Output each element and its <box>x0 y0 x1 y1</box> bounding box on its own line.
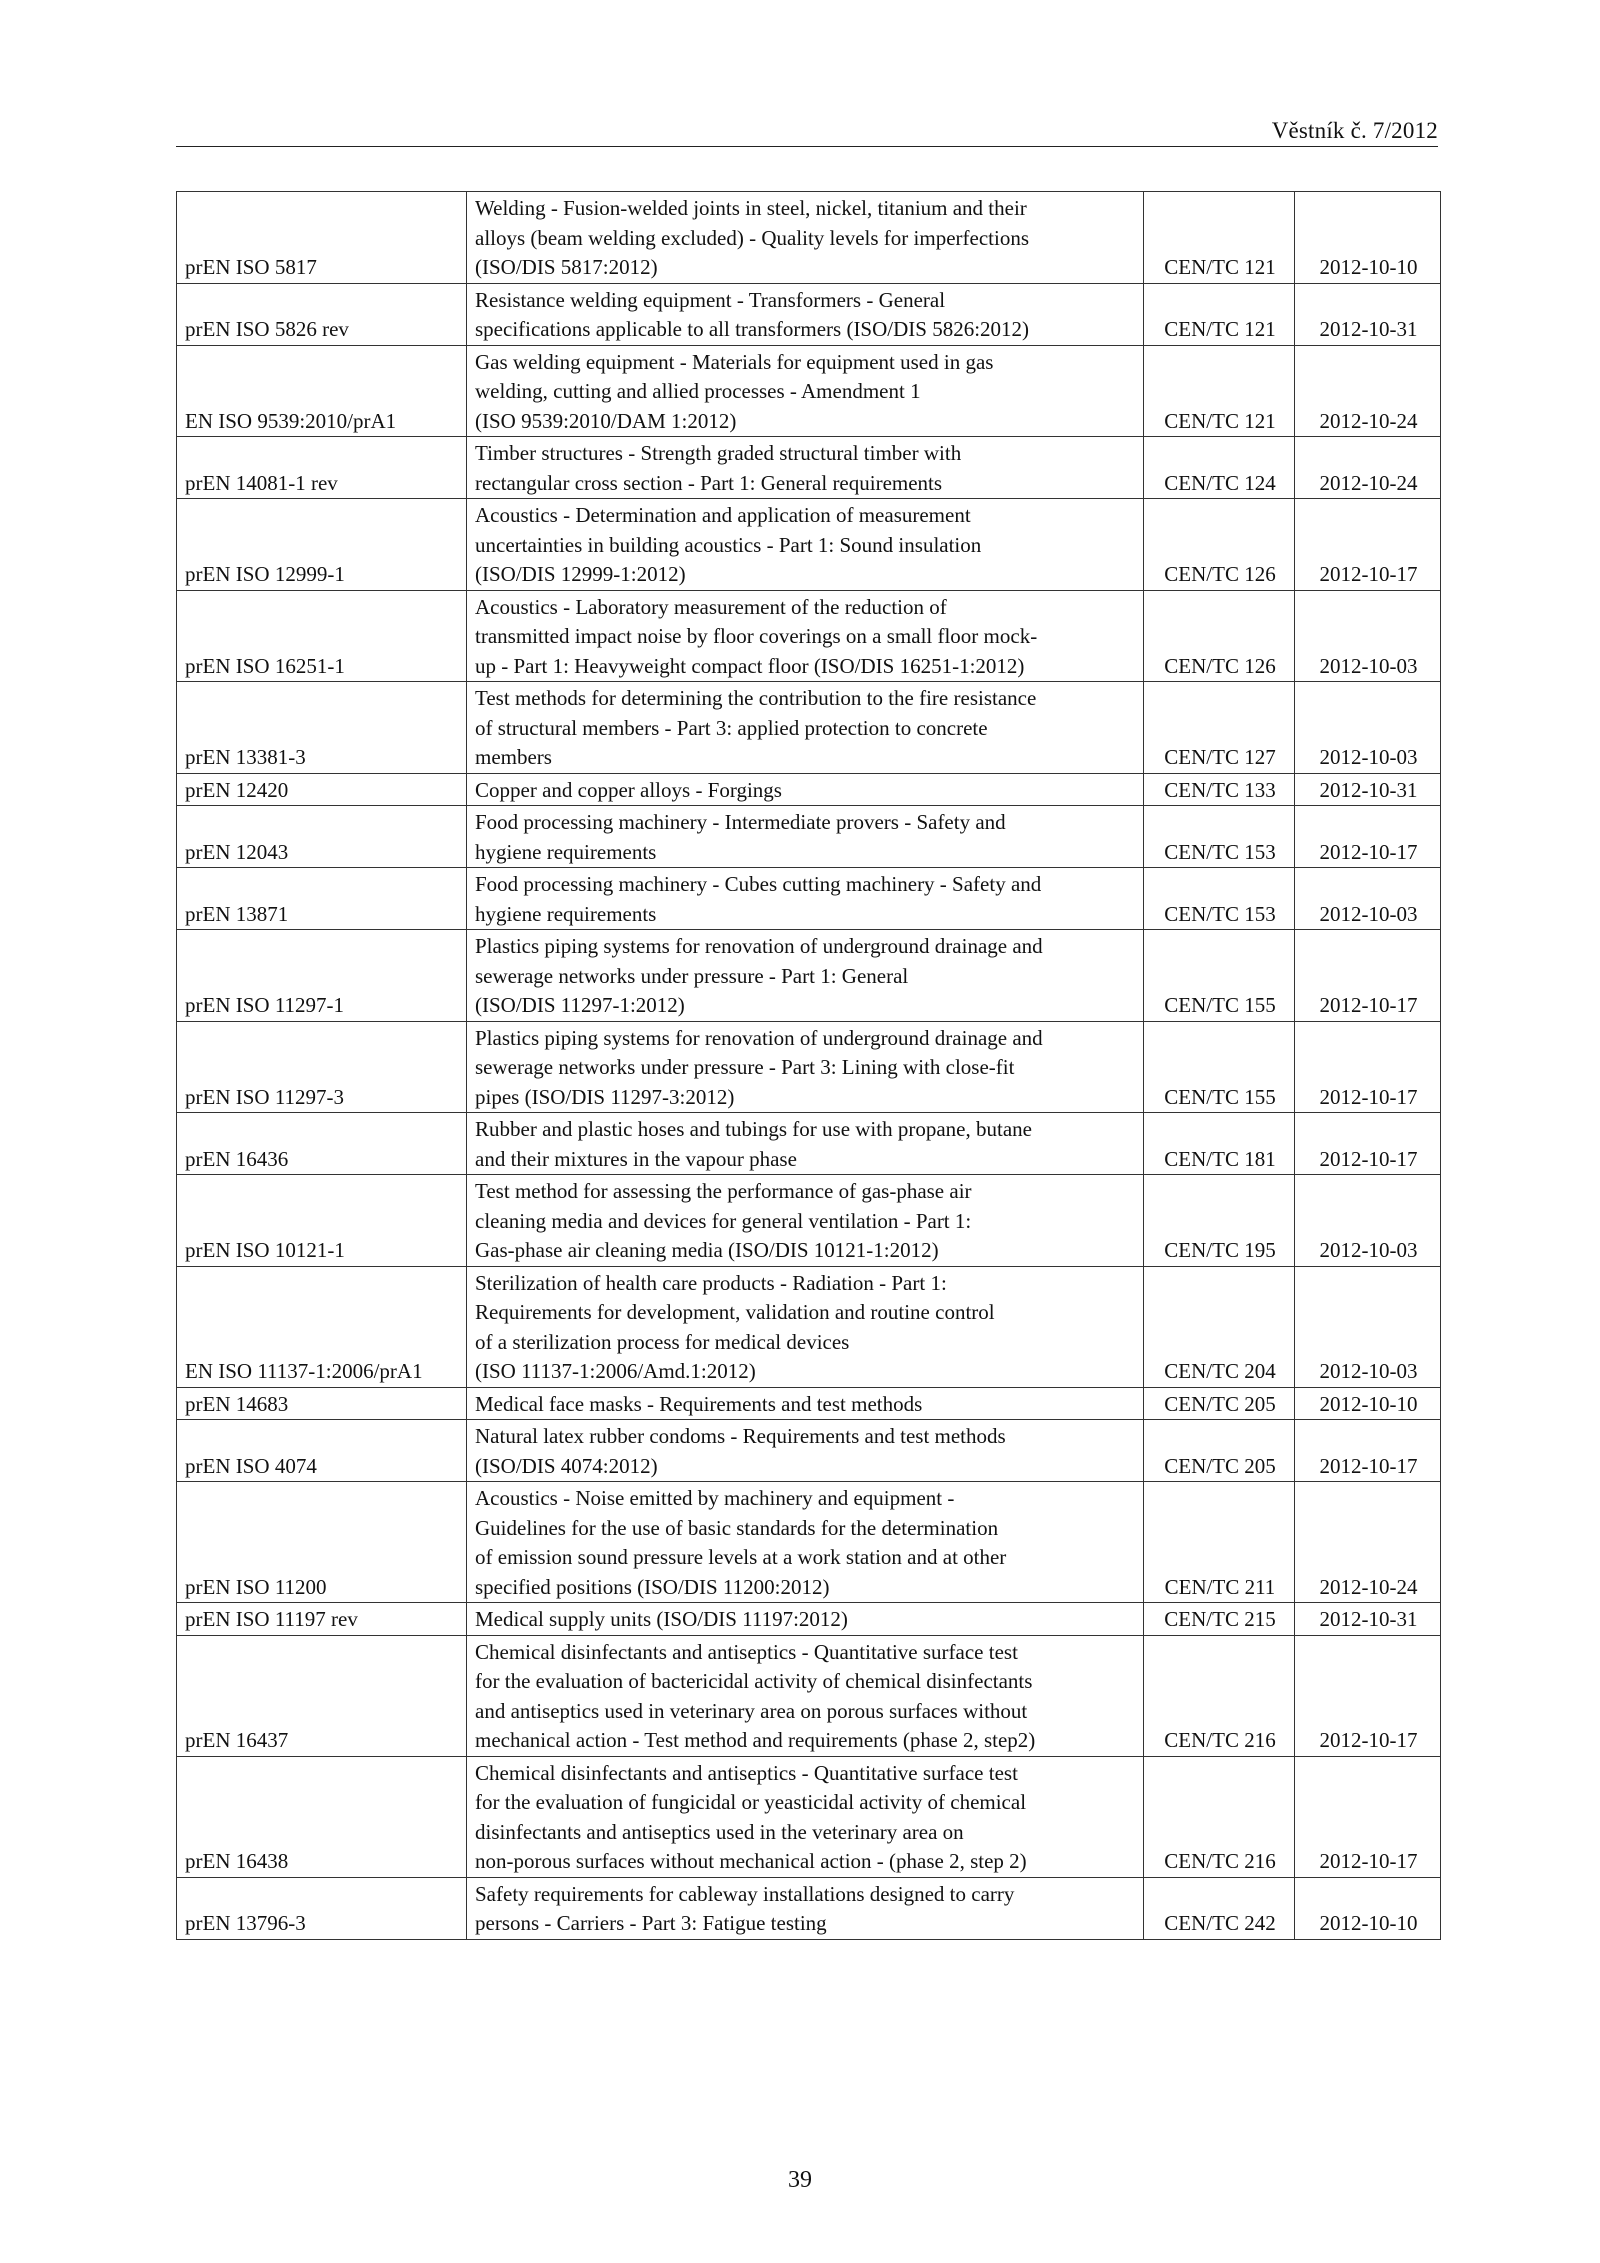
deadline-date-cell: 2012-10-03 <box>1295 1266 1441 1387</box>
deadline-date-cell: 2012-10-17 <box>1295 1635 1441 1756</box>
deadline-date-cell: 2012-10-10 <box>1295 1877 1441 1939</box>
page-header <box>176 110 1438 147</box>
standard-code-cell: EN ISO 11137-1:2006/prA1 <box>177 1266 467 1387</box>
standard-code-cell: prEN ISO 4074 <box>177 1420 467 1482</box>
journal-title: Věstník č. 7/2012 <box>1271 118 1438 143</box>
committee-cell: CEN/TC 153 <box>1144 868 1295 930</box>
deadline-date-cell: 2012-10-03 <box>1295 682 1441 774</box>
deadline-date-cell: 2012-10-24 <box>1295 437 1441 499</box>
committee-cell: CEN/TC 121 <box>1144 283 1295 345</box>
standard-code-cell: prEN ISO 10121-1 <box>177 1175 467 1267</box>
standard-title-cell: Acoustics - Noise emitted by machinery and equipment - Guidelines for the use of basic standards for the determination of emission sound pressure levels at a work station and at other specified positions (ISO/DIS 11200:2012) <box>467 1482 1144 1603</box>
standard-title-cell: Medical supply units (ISO/DIS 11197:2012) <box>467 1603 1144 1636</box>
standard-title-cell: Food processing machinery - Intermediate provers - Safety and hygiene requirements <box>467 806 1144 868</box>
table-row <box>177 1877 1441 1939</box>
standard-code-cell: prEN ISO 11297-1 <box>177 930 467 1022</box>
standard-code-cell: prEN 13796-3 <box>177 1877 467 1939</box>
table-row <box>177 1420 1441 1482</box>
standard-title-cell: Food processing machinery - Cubes cutting machinery - Safety and hygiene requirements <box>467 868 1144 930</box>
standard-title-cell: Acoustics - Determination and application of measurement uncertainties in building acoustics - Part 1: Sound insulation (ISO/DIS 12999-1:2012) <box>467 499 1144 591</box>
committee-cell: CEN/TC 126 <box>1144 499 1295 591</box>
table-row <box>177 1482 1441 1603</box>
standard-code-cell: prEN ISO 11200 <box>177 1482 467 1603</box>
standard-code-cell: prEN ISO 16251-1 <box>177 590 467 682</box>
standard-code-cell: prEN ISO 11297-3 <box>177 1021 467 1113</box>
standard-title-cell: Rubber and plastic hoses and tubings for use with propane, butane and their mixtures in the vapour phase <box>467 1113 1144 1175</box>
table-row <box>177 806 1441 868</box>
standard-title-cell: Resistance welding equipment - Transformers - General specifications applicable to all transformers (ISO/DIS 5826:2012) <box>467 283 1144 345</box>
committee-cell: CEN/TC 155 <box>1144 1021 1295 1113</box>
committee-cell: CEN/TC 124 <box>1144 437 1295 499</box>
deadline-date-cell: 2012-10-17 <box>1295 930 1441 1022</box>
standard-title-cell: Timber structures - Strength graded structural timber with rectangular cross section - Part 1: General requirements <box>467 437 1144 499</box>
standard-code-cell: prEN 16436 <box>177 1113 467 1175</box>
deadline-date-cell: 2012-10-31 <box>1295 283 1441 345</box>
committee-cell: CEN/TC 181 <box>1144 1113 1295 1175</box>
committee-cell: CEN/TC 211 <box>1144 1482 1295 1603</box>
standard-code-cell: prEN 14081-1 rev <box>177 437 467 499</box>
deadline-date-cell: 2012-10-31 <box>1295 1603 1441 1636</box>
deadline-date-cell: 2012-10-24 <box>1295 345 1441 437</box>
deadline-date-cell: 2012-10-03 <box>1295 868 1441 930</box>
committee-cell: CEN/TC 127 <box>1144 682 1295 774</box>
committee-cell: CEN/TC 204 <box>1144 1266 1295 1387</box>
committee-cell: CEN/TC 216 <box>1144 1756 1295 1877</box>
committee-cell: CEN/TC 195 <box>1144 1175 1295 1267</box>
table-row <box>177 1175 1441 1267</box>
table-row <box>177 1266 1441 1387</box>
standard-title-cell: Acoustics - Laboratory measurement of the reduction of transmitted impact noise by floor coverings on a small floor mock- up - Part 1: Heavyweight compact floor (ISO/DIS 16251-1:2012) <box>467 590 1144 682</box>
committee-cell: CEN/TC 121 <box>1144 345 1295 437</box>
committee-cell: CEN/TC 155 <box>1144 930 1295 1022</box>
standard-title-cell: Gas welding equipment - Materials for equipment used in gas welding, cutting and allied processes - Amendment 1 (ISO 9539:2010/DAM 1:2012) <box>467 345 1144 437</box>
table-row <box>177 1113 1441 1175</box>
committee-cell: CEN/TC 153 <box>1144 806 1295 868</box>
deadline-date-cell: 2012-10-03 <box>1295 1175 1441 1267</box>
deadline-date-cell: 2012-10-24 <box>1295 1482 1441 1603</box>
deadline-date-cell: 2012-10-03 <box>1295 590 1441 682</box>
standard-code-cell: prEN ISO 11197 rev <box>177 1603 467 1636</box>
standard-title-cell: Plastics piping systems for renovation of underground drainage and sewerage networks under pressure - Part 3: Lining with close-fit pipes (ISO/DIS 11297-3:2012) <box>467 1021 1144 1113</box>
table-row <box>177 773 1441 806</box>
standards-table-body <box>177 192 1441 1940</box>
table-row <box>177 590 1441 682</box>
standard-title-cell: Safety requirements for cableway installations designed to carry persons - Carriers - Part 3: Fatigue testing <box>467 1877 1144 1939</box>
table-row <box>177 1603 1441 1636</box>
table-row <box>177 1756 1441 1877</box>
standard-code-cell: prEN ISO 12999-1 <box>177 499 467 591</box>
table-row <box>177 1387 1441 1420</box>
table-row <box>177 283 1441 345</box>
deadline-date-cell: 2012-10-17 <box>1295 1420 1441 1482</box>
committee-cell: CEN/TC 205 <box>1144 1387 1295 1420</box>
standard-title-cell: Test methods for determining the contribution to the fire resistance of structural members - Part 3: applied protection to concrete members <box>467 682 1144 774</box>
committee-cell: CEN/TC 133 <box>1144 773 1295 806</box>
deadline-date-cell: 2012-10-17 <box>1295 499 1441 591</box>
standards-table <box>176 191 1441 1940</box>
standard-title-cell: Test method for assessing the performance of gas-phase air cleaning media and devices for general ventilation - Part 1: Gas-phase air cleaning media (ISO/DIS 10121-1:2012) <box>467 1175 1144 1267</box>
standard-code-cell: prEN ISO 5817 <box>177 192 467 284</box>
standard-title-cell: Copper and copper alloys - Forgings <box>467 773 1144 806</box>
table-row <box>177 1021 1441 1113</box>
committee-cell: CEN/TC 205 <box>1144 1420 1295 1482</box>
standard-code-cell: prEN 12420 <box>177 773 467 806</box>
deadline-date-cell: 2012-10-10 <box>1295 1387 1441 1420</box>
standard-title-cell: Natural latex rubber condoms - Requirements and test methods (ISO/DIS 4074:2012) <box>467 1420 1144 1482</box>
table-row <box>177 868 1441 930</box>
page-number: 39 <box>788 2167 812 2193</box>
deadline-date-cell: 2012-10-17 <box>1295 1021 1441 1113</box>
deadline-date-cell: 2012-10-17 <box>1295 806 1441 868</box>
standard-code-cell: prEN ISO 5826 rev <box>177 283 467 345</box>
standard-code-cell: prEN 14683 <box>177 1387 467 1420</box>
standard-code-cell: prEN 12043 <box>177 806 467 868</box>
standard-title-cell: Chemical disinfectants and antiseptics - Quantitative surface test for the evaluation of bactericidal activity of chemical disinfectants and antiseptics used in veterinary area on porous surfaces without mechanical action - Test method and requirements (phase 2, step2) <box>467 1635 1144 1756</box>
table-row <box>177 682 1441 774</box>
committee-cell: CEN/TC 216 <box>1144 1635 1295 1756</box>
committee-cell: CEN/TC 242 <box>1144 1877 1295 1939</box>
deadline-date-cell: 2012-10-10 <box>1295 192 1441 284</box>
table-row <box>177 192 1441 284</box>
standard-code-cell: prEN 16438 <box>177 1756 467 1877</box>
committee-cell: CEN/TC 215 <box>1144 1603 1295 1636</box>
standard-title-cell: Sterilization of health care products - Radiation - Part 1: Requirements for development, validation and routine control of a sterilization process for medical devices (ISO 11137-1:2006/Amd.1:2012) <box>467 1266 1144 1387</box>
standard-title-cell: Welding - Fusion-welded joints in steel, nickel, titanium and their alloys (beam welding excluded) - Quality levels for imperfections (ISO/DIS 5817:2012) <box>467 192 1144 284</box>
deadline-date-cell: 2012-10-17 <box>1295 1113 1441 1175</box>
deadline-date-cell: 2012-10-17 <box>1295 1756 1441 1877</box>
standard-title-cell: Chemical disinfectants and antiseptics - Quantitative surface test for the evaluation of fungicidal or yeasticidal activity of chemical disinfectants and antiseptics used in the veterinary area on non-porous surfaces without mechanical action - (phase 2, step 2) <box>467 1756 1144 1877</box>
table-row <box>177 1635 1441 1756</box>
standard-code-cell: EN ISO 9539:2010/prA1 <box>177 345 467 437</box>
standard-code-cell: prEN 13381-3 <box>177 682 467 774</box>
table-row <box>177 345 1441 437</box>
standard-title-cell: Plastics piping systems for renovation of underground drainage and sewerage networks under pressure - Part 1: General (ISO/DIS 11297-1:2012) <box>467 930 1144 1022</box>
standard-title-cell: Medical face masks - Requirements and test methods <box>467 1387 1144 1420</box>
table-row <box>177 499 1441 591</box>
standard-code-cell: prEN 13871 <box>177 868 467 930</box>
deadline-date-cell: 2012-10-31 <box>1295 773 1441 806</box>
table-row <box>177 437 1441 499</box>
committee-cell: CEN/TC 121 <box>1144 192 1295 284</box>
standard-code-cell: prEN 16437 <box>177 1635 467 1756</box>
table-row <box>177 930 1441 1022</box>
committee-cell: CEN/TC 126 <box>1144 590 1295 682</box>
